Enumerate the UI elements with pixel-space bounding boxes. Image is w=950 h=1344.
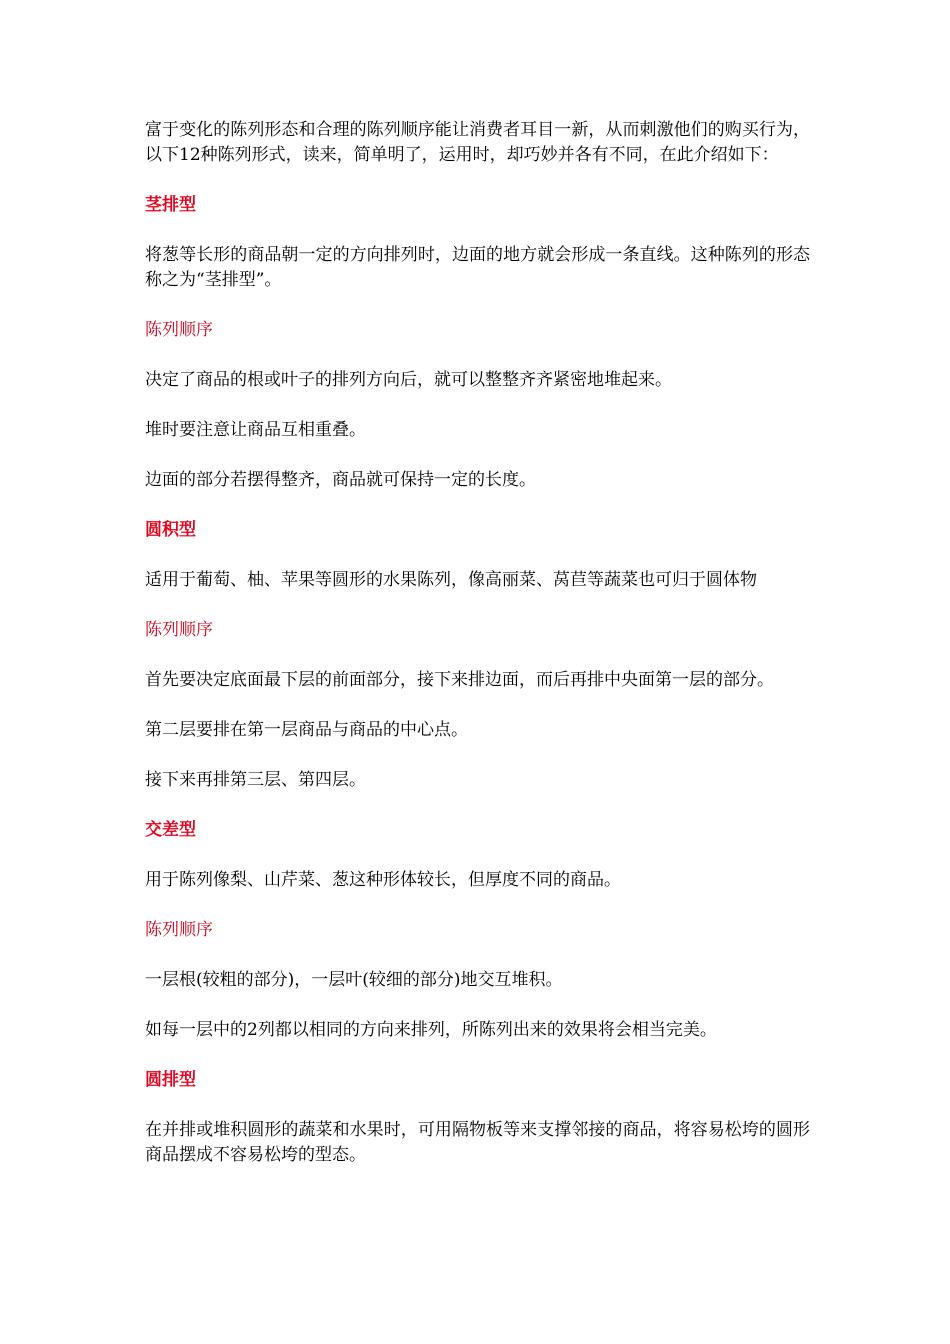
section-cross xyxy=(145,818,810,1043)
section-stem-row xyxy=(145,193,810,493)
step-text: 边面的部分若摆得整齐，商品就可保持一定的长度。 xyxy=(145,470,536,490)
section-round-stack xyxy=(145,518,810,793)
intro-paragraph: 富于变化的陈列形态和合理的陈列顺序能让消费者耳目一新，从而刺激他们的购买行为，以下12种陈列形式，读来，简单明了，运用时，却巧妙并各有不同，在此介绍如下： xyxy=(145,120,810,165)
step-text: 一层根(较粗的部分)，一层叶(较细的部分)地交互堆积。 xyxy=(145,970,563,990)
section-description: 适用于葡萄、柚、苹果等圆形的水果陈列，像高丽菜、莴苣等蔬菜也可归于圆体物 xyxy=(145,570,757,590)
section-description: 用于陈列像梨、山芹菜、葱这种形体较长，但厚度不同的商品。 xyxy=(145,870,621,890)
order-label: 陈列顺序 xyxy=(145,920,213,940)
step-text: 堆时要注意让商品互相重叠。 xyxy=(145,420,366,440)
document-page xyxy=(145,118,810,1193)
section-round-row xyxy=(145,1068,810,1168)
step-text: 接下来再排第三层、第四层。 xyxy=(145,770,366,790)
step-text: 第二层要排在第一层商品与商品的中心点。 xyxy=(145,720,468,740)
step-text: 决定了商品的根或叶子的排列方向后，就可以整整齐齐紧密地堆起来。 xyxy=(145,370,672,390)
section-title: 交差型 xyxy=(145,820,196,840)
section-title: 茎排型 xyxy=(145,195,196,215)
step-text: 首先要决定底面最下层的前面部分，接下来排边面，而后再排中央面第一层的部分。 xyxy=(145,670,774,690)
section-description: 在并排或堆积圆形的蔬菜和水果时，可用隔物板等来支撑邻接的商品，将容易松垮的圆形商品摆成不容易松垮的型态。 xyxy=(145,1120,810,1165)
order-label: 陈列顺序 xyxy=(145,320,213,340)
section-title: 圆排型 xyxy=(145,1070,196,1090)
step-text: 如每一层中的2列都以相同的方向来排列，所陈列出来的效果将会相当完美。 xyxy=(145,1020,717,1040)
section-description: 将葱等长形的商品朝一定的方向排列时，边面的地方就会形成一条直线。这种陈列的形态称之为“茎排型”。 xyxy=(145,245,810,290)
order-label: 陈列顺序 xyxy=(145,620,213,640)
section-title: 圆积型 xyxy=(145,520,196,540)
